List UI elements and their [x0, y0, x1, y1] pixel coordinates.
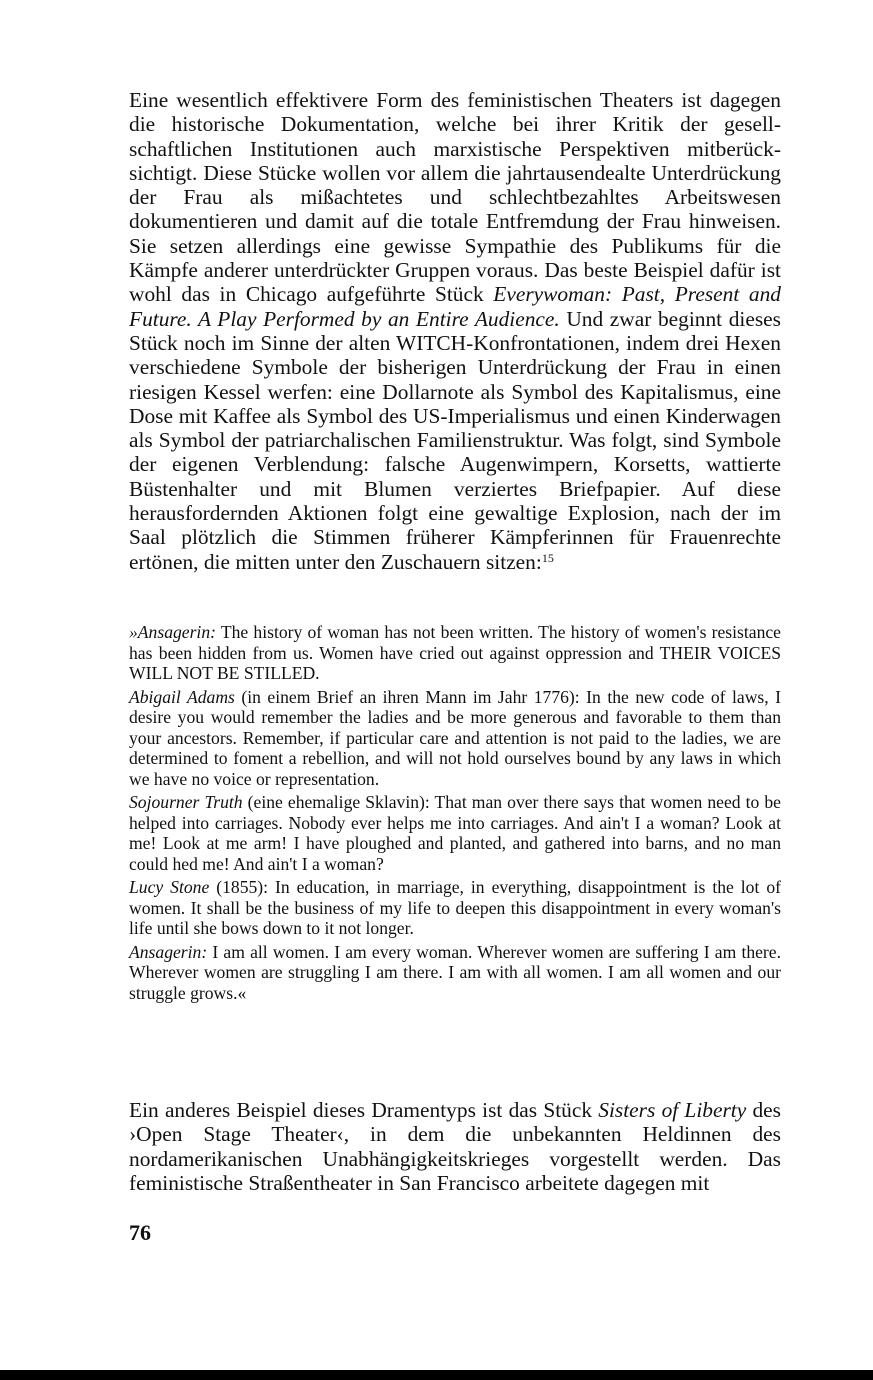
speaker-name: Ansagerin: — [129, 941, 208, 962]
quote-line-1 — [129, 622, 781, 684]
play-title-everywoman: Everywoman: Past, Present and Future. A Play Performed by an Entire Audience. — [129, 282, 781, 331]
speaker-name: Sojourner Truth — [129, 792, 243, 812]
play-title-sisters-of-liberty: Sisters of Liberty — [598, 1098, 747, 1122]
body-paragraph-2 — [129, 1098, 781, 1195]
bottom-scan-border — [0, 1370, 873, 1380]
quote-text: (eine ehemalige Sklavin): That man over there says that women need to be helped into carriages. Nobody ever helps me into carriages. And ain't I a woman? Look at me! Look at me arm! I have ploughed and planted, and gathered into barns, and no man could hed me! And ain't I a woman? — [129, 792, 781, 874]
speaker-name: Abigail Adams — [129, 686, 235, 707]
body-paragraph-1 — [129, 88, 781, 574]
paragraph-1-text-a: Eine wesentlich effektivere Form des feministischen Theaters ist dagegen die historische Dokumentation, welche bei ihrer Kritik der gesellschaftlichen Institutionen auch marxistische Perspektiven mitberücksichtigt. Diese Stücke wollen vor allem die jahrtausendealte Unterdrückung der Frau als mißachtetes und schlechtbezahltes Arbeitswesen dokumentieren und damit auf die totale Entfremdung der Frau hinweisen. Sie setzen allerdings eine gewisse Sympathie des Publikums für die Kämpfe anderer unterdrückter Gruppen voraus. Das beste Beispiel dafür ist wohl das in Chicago aufgeführte Stück — [129, 88, 781, 307]
block-quote — [129, 622, 781, 1006]
quote-text: The history of woman has not been written. The history of women's resistance has been hidden from us. Women have cried out against oppression and THEIR VOICES WILL NOT BE STILLED. — [129, 622, 781, 683]
quote-text: (1855): In education, in marriage, in everything, disappointment is the lot of women. It shall be the business of my life to deepen this disappointment in every woman's life until she bows down to it not longer. — [129, 877, 781, 938]
quote-text: I am all women. I am every woman. Wherever women are suffering I am there. Wherever women are struggling I am there. I am with all women. I am all women and our struggle grows.« — [129, 941, 781, 1003]
paragraph-1-text-b: Und zwar beginnt dieses Stück noch im Sinne der alten WITCH-Konfrontationen, indem drei Hexen verschiedene Symbole der bisherigen Unterdrückung der Frau in einen riesigen Kessel werfen: eine Dollarnote als Symbol des Kapitalismus, eine Dose mit Kaffee als Symbol des US-Imperialismus und einen Kinderwagen als Symbol der patriarchalischen Familienstruktur. Was folgt, sind Symbole der eigenen Verblendung: falsche Augenwimpern, Korsetts, wattierte Büstenhalter und mit Blumen verziertes Briefpapier. Auf diese herausfordernden Aktionen folgt eine gewaltige Explosion, nach der im Saal plötzlich die Stimmen früherer Kämpferinnen für Frauenrechte ertönen, die mitten unter den Zuschauern sitzen: — [129, 306, 781, 574]
paragraph-2-text-a: Ein anderes Beispiel dieses Dramentyps ist das Stück — [129, 1098, 599, 1122]
page-number: 76 — [129, 1220, 151, 1245]
paragraph-2-text-b: des ›Open Stage Theater‹, in dem die unbekannten Heldinnen des nordamerikanischen Unabhängigkeitskrieges vorgestellt werden. Das feministische Straßentheater in San Francisco arbeitete dagegen mit — [129, 1098, 781, 1195]
speaker-name: Lucy Stone — [129, 877, 210, 897]
footnote-marker: 15 — [541, 550, 554, 565]
quote-line-4 — [129, 877, 781, 939]
quote-text: (in einem Brief an ihren Mann im Jahr 1776): In the new code of laws, I desire you would remember the ladies and be more generous and favorable to them than your ancestors. Remember, if particular care and attention is not paid to the ladies, we are determined to foment a rebellion, and will not hold ourselves bound by any laws in which we have no voice or representation. — [129, 686, 782, 789]
quote-line-3 — [129, 792, 781, 874]
quote-line-2 — [129, 687, 781, 790]
quote-line-5 — [129, 942, 781, 1004]
speaker-name: »Ansagerin: — [129, 622, 216, 642]
